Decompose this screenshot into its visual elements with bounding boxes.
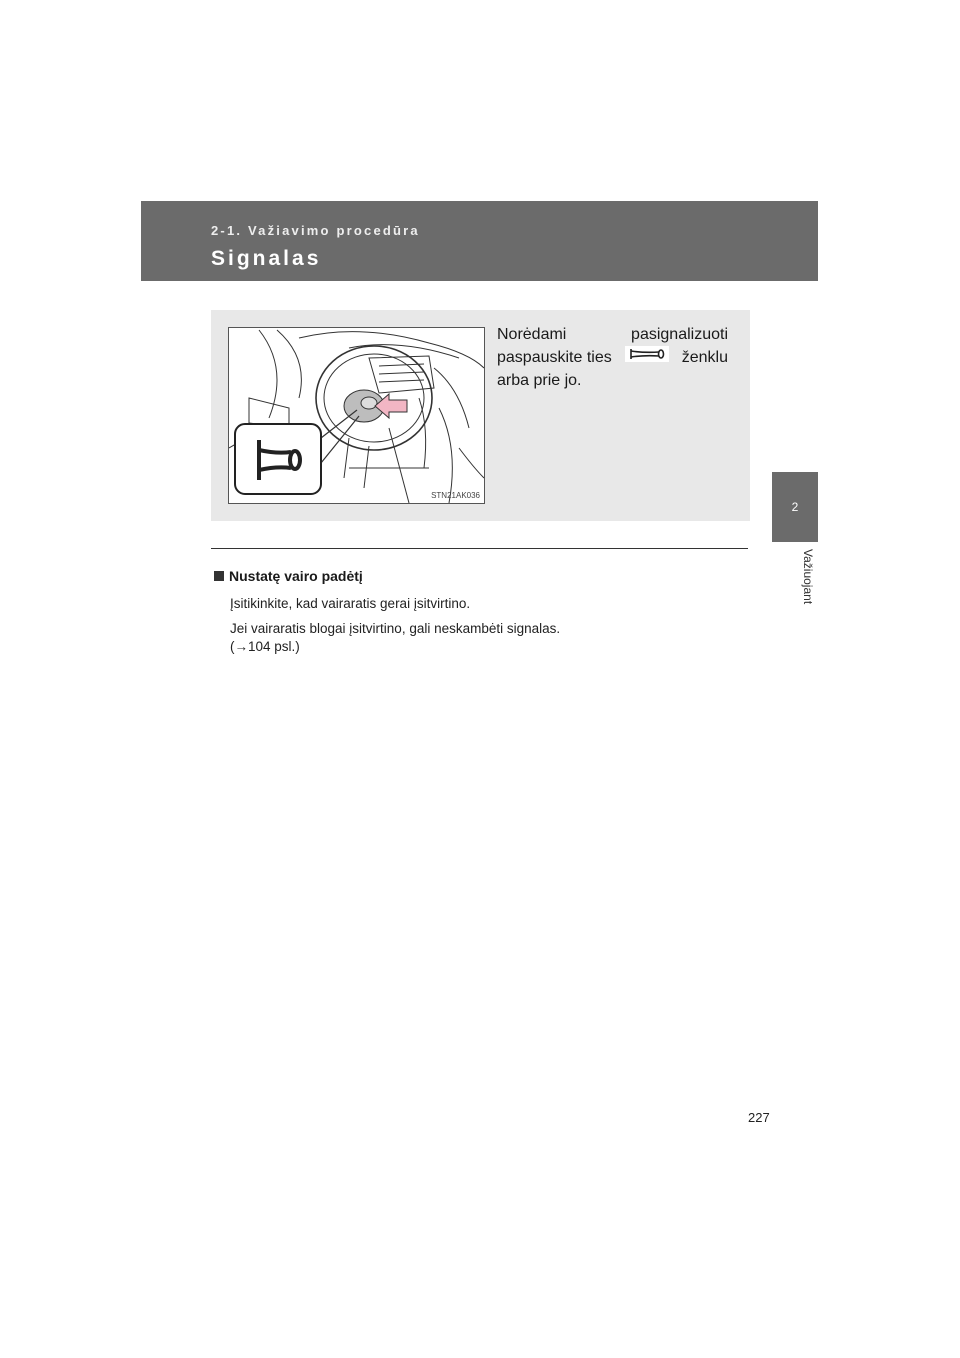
- instruction-line-2: [497, 346, 728, 369]
- instruction-word: pasignalizuoti: [631, 326, 728, 343]
- reference-text: 104 psl.): [248, 639, 300, 654]
- note-paragraph: Jei vairaratis blogai įsitvirtino, gali neskambėti signalas.: [230, 621, 561, 636]
- steering-wheel-illustration: [228, 327, 485, 504]
- square-bullet-icon: [214, 571, 224, 581]
- page-number: 227: [748, 1110, 770, 1125]
- chapter-tab-label: Važiuojant: [801, 549, 815, 605]
- arrow-right-icon: →: [234, 639, 248, 654]
- note-heading-text: Nustatę vairo padėtį: [229, 568, 363, 584]
- instruction-text: [497, 323, 728, 392]
- instruction-word: ženklu: [681, 349, 728, 366]
- chapter-tab: 2: [772, 472, 818, 542]
- horn-icon: [625, 346, 669, 362]
- page-reference: [230, 638, 300, 656]
- instruction-word: Norėdami: [497, 326, 567, 343]
- reference-paren: (: [230, 639, 235, 654]
- chapter-header: [141, 201, 818, 281]
- note-paragraph: Įsitikinkite, kad vairaratis gerai įsitvirtino.: [230, 596, 471, 611]
- instruction-line-3: arba prie jo.: [497, 372, 582, 389]
- section-label: 2-1. Važiavimo procedūra: [211, 223, 420, 238]
- page-title: Signalas: [211, 247, 322, 270]
- instruction-line-1: [497, 323, 728, 346]
- section-divider: [211, 548, 748, 549]
- note-heading: [214, 568, 363, 584]
- instruction-word: paspauskite ties: [497, 349, 612, 366]
- dashboard-drawing: [229, 328, 484, 503]
- image-code: STN21AK036: [431, 491, 480, 500]
